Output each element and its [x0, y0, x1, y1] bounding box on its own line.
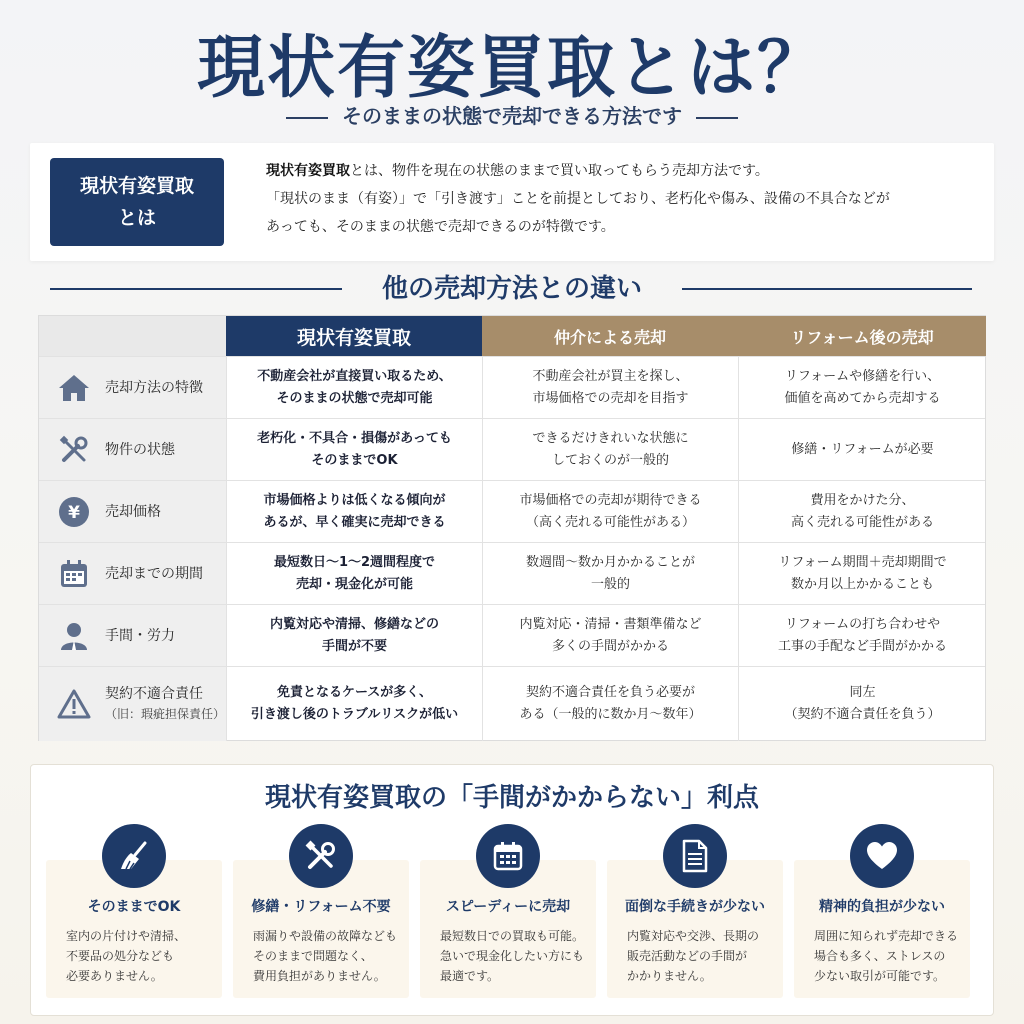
subtitle-dash-left	[286, 117, 328, 119]
cell-reform: リフォームの打ち合わせや 工事の手配など手間がかかる	[738, 605, 986, 666]
benefit-body: 雨漏りや設備の故障なども そのままで問題なく、 費用負担がありません。	[253, 929, 398, 983]
benefits-title: 現状有姿買取の「手間がかからない」利点	[264, 783, 759, 813]
cell-chukai: 内覧対応・清掃・書類準備など 多くの手間がかかる	[482, 605, 738, 666]
cell-genjou: 内覧対応や清掃、修繕などの 手間が不要	[226, 605, 482, 666]
svg-text:¥: ¥	[68, 502, 80, 523]
row-label-sub: （旧：瑕疵担保責任）	[105, 707, 226, 721]
definition-line-1-rest: とは、物件を現在の状態のままで買い取ってもらう売却方法です。	[350, 163, 769, 179]
benefit-title: 修繕・リフォーム不要	[251, 899, 391, 915]
definition-box	[30, 143, 994, 261]
row-header	[39, 357, 226, 418]
cell-chukai: 市場価格での売却が期待できる （高く売れる可能性がある）	[482, 481, 738, 542]
cell-genjou: 免責となるケースが多く、 引き渡し後のトラブルリスクが低い	[226, 667, 482, 741]
row-header	[39, 543, 226, 604]
tools-icon	[57, 433, 91, 467]
page-title: 現状有姿買取とは？	[196, 28, 827, 108]
row-label: 物件の状態	[105, 441, 175, 458]
row-header	[39, 481, 226, 542]
tools-icon	[289, 824, 353, 888]
cell-genjou: 不動産会社が直接買い取るため、 そのままの状態で売却可能	[226, 357, 482, 418]
table-row	[39, 604, 985, 666]
definition-line-1	[266, 157, 986, 185]
cell-reform: リフォーム期間＋売却期間で 数か月以上かかることも	[738, 543, 986, 604]
yen-icon	[57, 495, 91, 529]
benefit-title: 面倒な手続きが少ない	[625, 899, 765, 915]
benefit-body: 内覧対応や交渉、長期の 販売活動などの手間が かかりません。	[627, 929, 760, 983]
house-icon	[57, 371, 91, 405]
cell-reform: リフォームや修繕を行い、 価値を高めてから売却する	[738, 357, 986, 418]
cell-chukai: 数週間〜数か月かかることが 一般的	[482, 543, 738, 604]
table-header-chukai: 仲介による売却	[482, 316, 738, 356]
cell-chukai: 不動産会社が買主を探し、 市場価格での売却を目指す	[482, 357, 738, 418]
definition-term: 現状有姿買取	[266, 163, 350, 179]
comparison-table	[38, 315, 986, 741]
cell-chukai: できるだけきれいな状態に しておくのが一般的	[482, 419, 738, 480]
cell-genjou: 市場価格よりは低くなる傾向が あるが、早く確実に売却できる	[226, 481, 482, 542]
row-label: 売却方法の特徴	[105, 379, 203, 396]
cell-genjou: 老朽化・不具合・損傷があっても そのままでOK	[226, 419, 482, 480]
row-label: 手間・労力	[105, 627, 175, 644]
row-header	[39, 419, 226, 480]
calendar-icon	[476, 824, 540, 888]
row-label-main: 契約不適合責任	[105, 686, 203, 702]
cell-reform: 修繕・リフォームが必要	[738, 419, 986, 480]
row-label: 売却までの期間	[105, 565, 203, 582]
cell-reform: 同左 （契約不適合責任を負う）	[738, 667, 986, 741]
cell-genjou: 最短数日〜1〜2週間程度で 売却・現金化が可能	[226, 543, 482, 604]
benefit-body: 室内の片付けや清掃、 不要品の処分なども 必要ありません。	[66, 929, 187, 983]
row-label: 売却価格	[105, 503, 161, 520]
subtitle-text: そのままの状態で売却できる方法です	[342, 104, 682, 128]
table-row	[39, 356, 985, 418]
row-header	[39, 667, 226, 741]
definition-line-2: 「現状のまま（有姿）」で「引き渡す」ことを前提としており、老朽化や傷み、設備の不具合などが	[266, 191, 890, 207]
table-row	[39, 418, 985, 480]
benefit-title: スピーディーに売却	[445, 899, 571, 915]
broom-icon	[102, 824, 166, 888]
warning-icon	[57, 687, 91, 721]
benefit-body: 周囲に知られず売却できる 場合も多く、ストレスの 少ない取引が可能です。	[814, 929, 959, 983]
definition-text	[266, 157, 986, 241]
definition-line-3: あっても、そのままの状態で売却できるのが特徴です。	[266, 219, 615, 235]
row-header	[39, 605, 226, 666]
cell-reform: 費用をかけた分、 高く売れる可能性がある	[738, 481, 986, 542]
cell-chukai: 契約不適合責任を負う必要が ある（一般的に数か月〜数年）	[482, 667, 738, 741]
table-header-genjou: 現状有姿買取	[226, 316, 482, 356]
table-header-blank	[39, 316, 226, 356]
comparison-title: 他の売却方法との違い	[381, 274, 642, 304]
definition-badge: 現状有姿買取 とは	[50, 158, 224, 246]
calendar-icon	[57, 557, 91, 591]
benefit-title: 精神的負担が少ない	[819, 899, 945, 915]
row-label	[105, 684, 225, 724]
page-subtitle	[0, 100, 1024, 129]
table-row	[39, 666, 985, 741]
table-row	[39, 480, 985, 542]
person-icon	[57, 619, 91, 653]
subtitle-dash-right	[696, 117, 738, 119]
table-row	[39, 542, 985, 604]
benefit-title: そのままでOK	[87, 899, 181, 915]
table-header-reform: リフォーム後の売却	[738, 316, 986, 356]
document-icon	[663, 824, 727, 888]
benefit-body: 最短数日での買取も可能。 急いで現金化したい方にも 最適です。	[440, 929, 585, 983]
heart-icon	[850, 824, 914, 888]
